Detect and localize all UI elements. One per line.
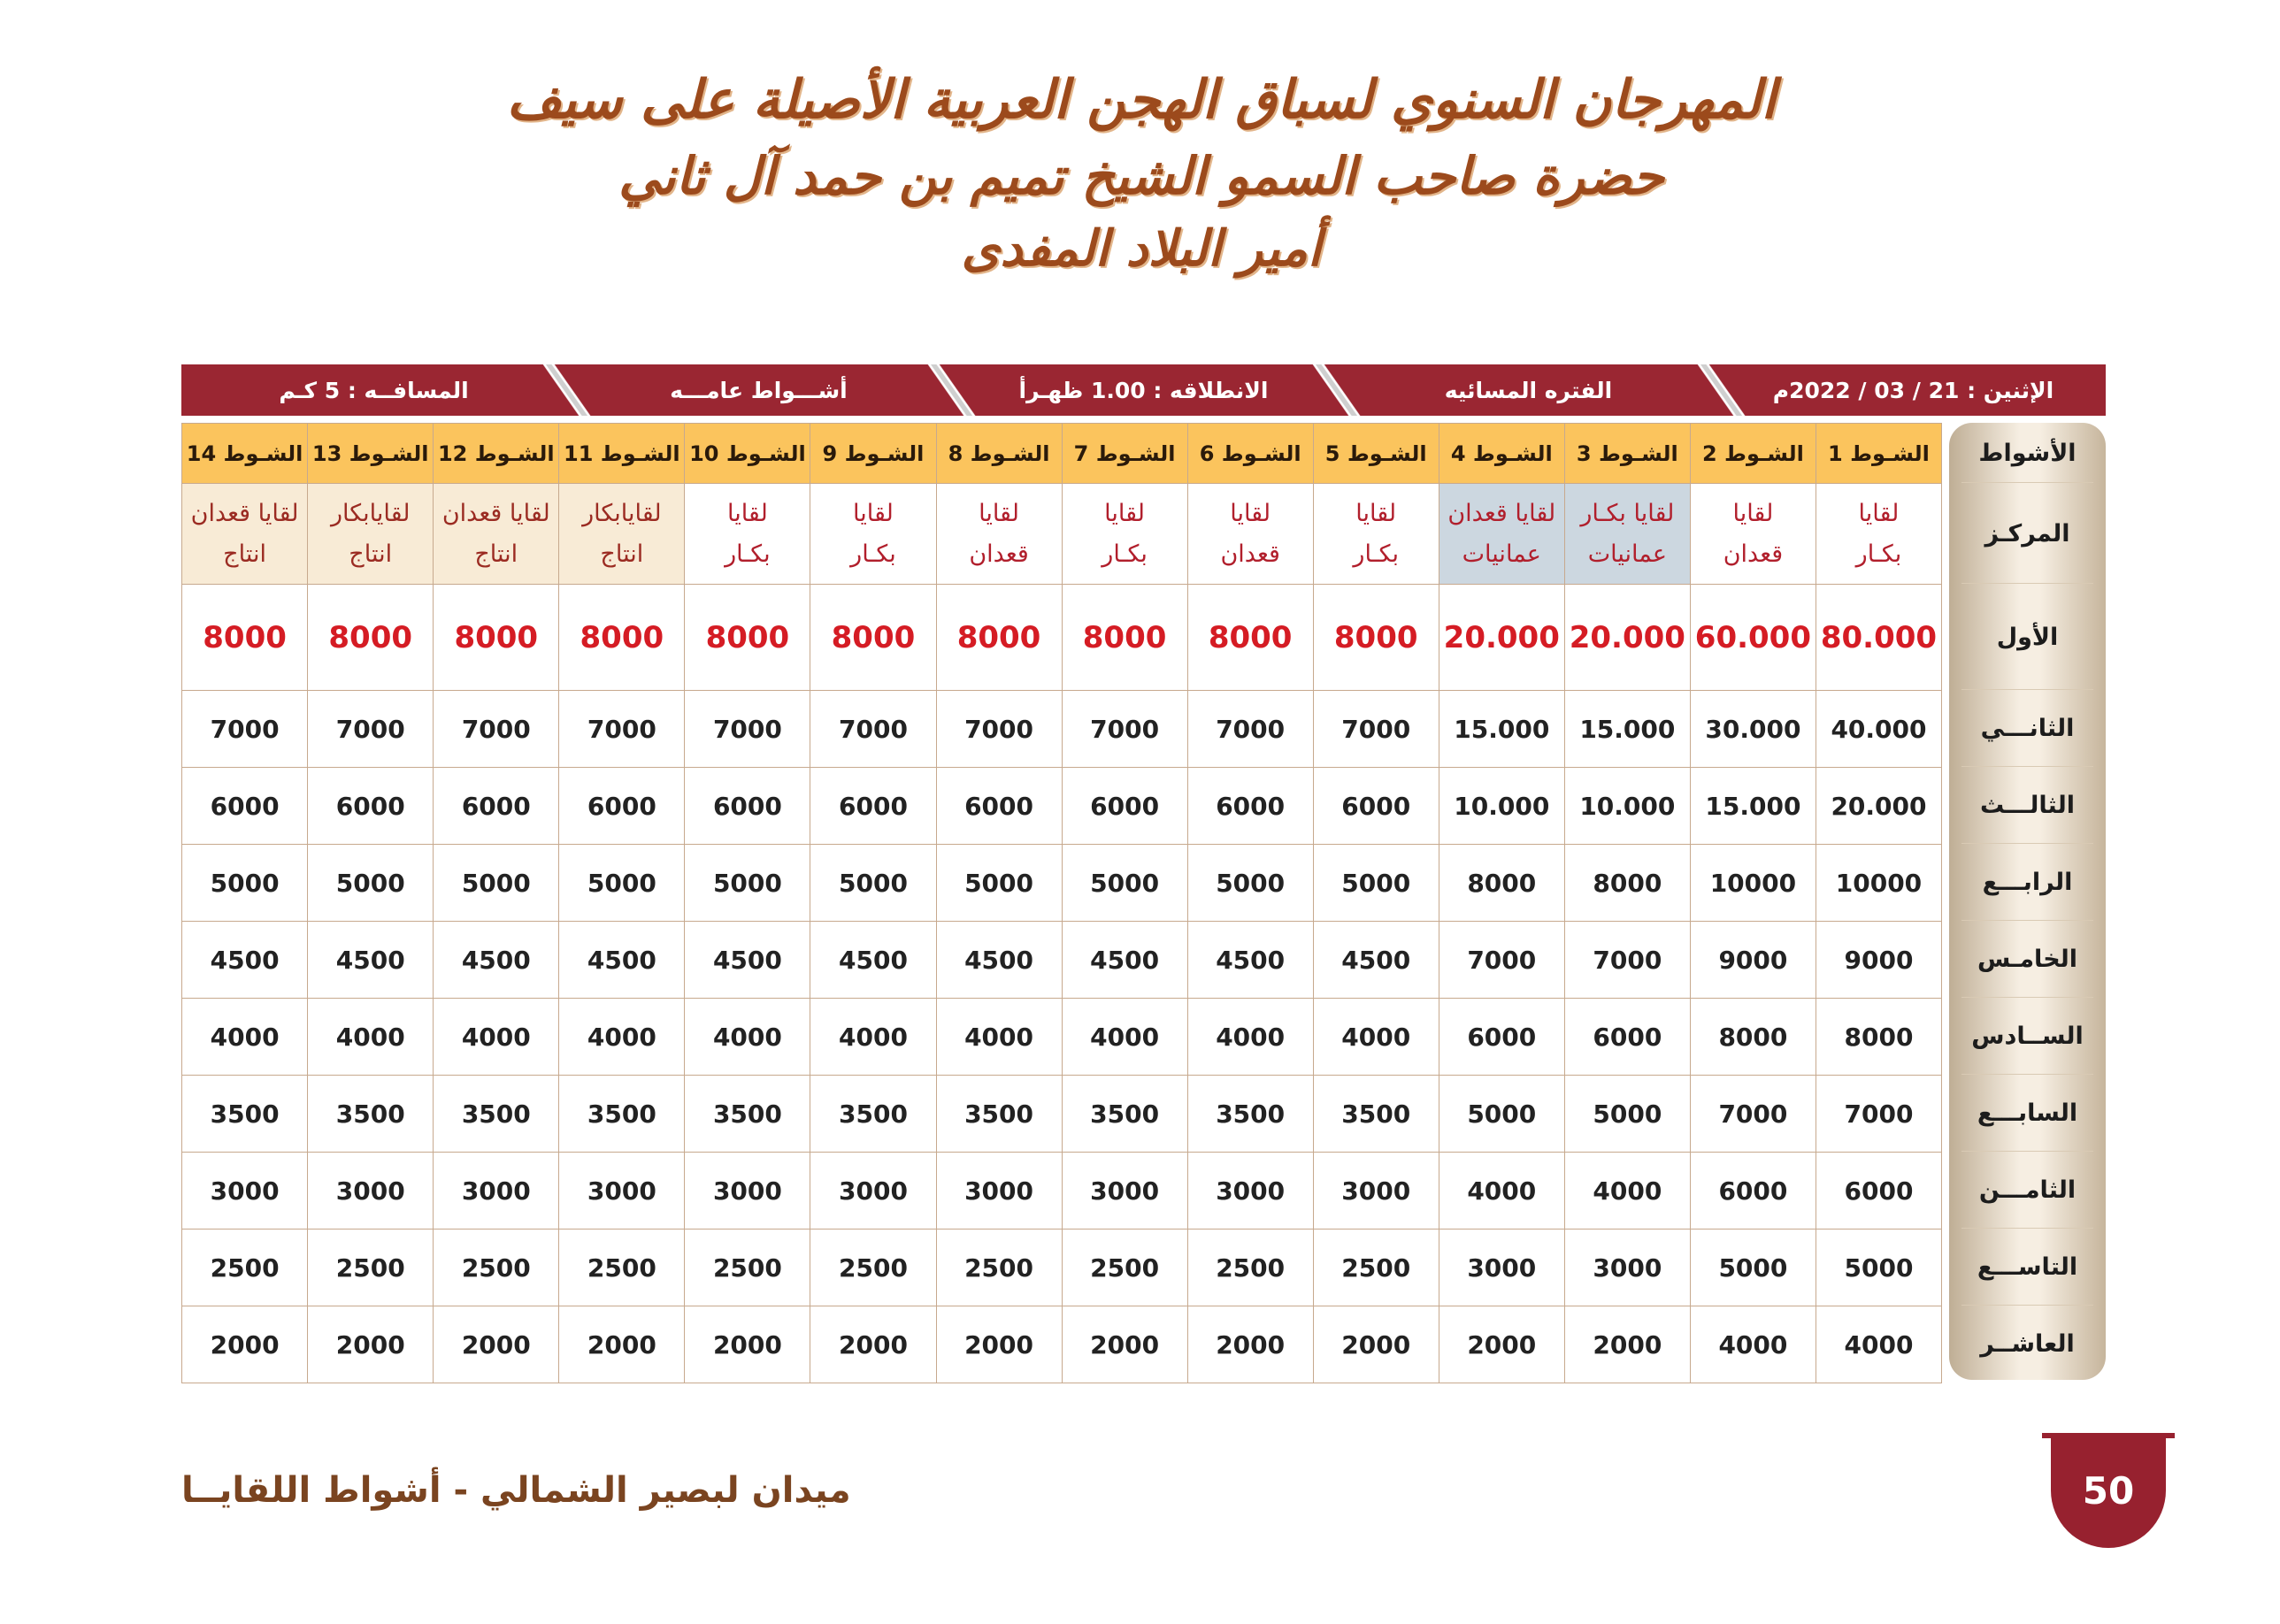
prize-cell: 2000 (559, 1306, 685, 1383)
category-line-1: لقايا (853, 499, 894, 527)
category-line-2: قعدان (969, 540, 1029, 568)
prize-cell: 8000 (1187, 585, 1313, 691)
prize-cell: 15.000 (1690, 768, 1816, 845)
prize-cell: 7000 (1313, 691, 1439, 768)
prize-cell: 6000 (810, 768, 936, 845)
prize-cell: 8000 (810, 585, 936, 691)
info-distance: المسافــه : 5 كـم (279, 377, 469, 403)
prize-cell: 15.000 (1439, 691, 1564, 768)
prize-cell: 3000 (1439, 1229, 1564, 1306)
row-header: الأشواط (1949, 423, 2106, 483)
prize-cell: 3500 (308, 1076, 434, 1153)
row-header: الســادس (1949, 998, 2106, 1075)
prize-cell: 8000 (308, 585, 434, 691)
category-cell (1062, 484, 1187, 585)
category-cell (1816, 484, 1941, 585)
prize-cell: 4500 (810, 922, 936, 999)
round-header: الشـوط 13 (308, 424, 434, 484)
round-header: الشـوط 3 (1564, 424, 1690, 484)
prize-cell: 7000 (1690, 1076, 1816, 1153)
title-line-2: حضرة صاحب السمو الشيخ تميم بن حمد آل ثاني (618, 146, 1664, 206)
prize-cell: 3000 (434, 1153, 559, 1229)
category-cell (1690, 484, 1816, 585)
category-cell (810, 484, 936, 585)
category-cell (182, 484, 308, 585)
prize-cell: 30.000 (1690, 691, 1816, 768)
category-cell (1313, 484, 1439, 585)
prize-row (182, 922, 1942, 999)
prize-cell: 3500 (1062, 1076, 1187, 1153)
round-header: الشـوط 6 (1187, 424, 1313, 484)
round-header: الشـوط 9 (810, 424, 936, 484)
category-line-1: لقايا بكـار (1580, 499, 1675, 527)
prize-cell: 15.000 (1564, 691, 1690, 768)
prize-cell: 3500 (559, 1076, 685, 1153)
prize-cell: 7000 (434, 691, 559, 768)
prize-cell: 5000 (810, 845, 936, 922)
prize-row (182, 1076, 1942, 1153)
prize-cell: 3000 (1313, 1153, 1439, 1229)
prize-cell: 3500 (685, 1076, 810, 1153)
prize-cell: 5000 (308, 845, 434, 922)
category-line-2: بكـار (1353, 540, 1400, 568)
prize-cell: 8000 (1690, 999, 1816, 1076)
category-line-1: لقايا قعدان (1447, 499, 1556, 527)
prize-cell: 5000 (182, 845, 308, 922)
prize-cell: 2000 (1564, 1306, 1690, 1383)
round-header: الشـوط 14 (182, 424, 308, 484)
prize-cell: 7000 (1062, 691, 1187, 768)
prize-row (182, 1153, 1942, 1229)
round-header: الشـوط 4 (1439, 424, 1564, 484)
prize-cell: 3500 (182, 1076, 308, 1153)
category-line-2: بكـار (1855, 540, 1902, 568)
prize-cell: 4000 (810, 999, 936, 1076)
category-line-1: لقايا (1104, 499, 1146, 527)
prize-cell: 5000 (1439, 1076, 1564, 1153)
footer-title: ميدان لبصير الشمالي - أشواط اللقايــا (181, 1470, 851, 1511)
prize-cell: 7000 (810, 691, 936, 768)
category-line-1: لقايابكار (330, 499, 411, 527)
prize-cell: 5000 (1062, 845, 1187, 922)
prize-cell: 8000 (559, 585, 685, 691)
prize-cell: 20.000 (1439, 585, 1564, 691)
info-period: الفتره المسائيه (1336, 364, 1721, 416)
row-header-panel (1949, 423, 2106, 1380)
prize-row (182, 768, 1942, 845)
prize-cell: 6000 (559, 768, 685, 845)
row-header: العاشــر (1980, 1330, 2075, 1358)
category-line-1: لقايا (1858, 499, 1900, 527)
prize-cell: 2500 (1187, 1229, 1313, 1306)
round-header: الشـوط 11 (559, 424, 685, 484)
prize-cell: 4500 (434, 922, 559, 999)
category-line-2: انتاج (223, 540, 266, 568)
category-line-2: عمانيات (1462, 540, 1541, 568)
prize-cell: 4000 (685, 999, 810, 1076)
prize-cell: 4000 (1062, 999, 1187, 1076)
row-header: الثانـــي (1949, 690, 2106, 767)
round-header: الشـوط 1 (1816, 424, 1941, 484)
row-header: الخامـس (1949, 921, 2106, 998)
prize-cell: 6000 (1690, 1153, 1816, 1229)
prize-cell: 2500 (1313, 1229, 1439, 1306)
prize-cell: 4000 (182, 999, 308, 1076)
prize-cell: 8000 (936, 585, 1062, 691)
prize-cell: 4000 (1439, 1153, 1564, 1229)
prize-cell: 2500 (1062, 1229, 1187, 1306)
title-line-3: أمير البلاد المفدى (961, 219, 1322, 279)
prize-cell: 4500 (559, 922, 685, 999)
prize-cell: 5000 (559, 845, 685, 922)
prize-cell: 4500 (1187, 922, 1313, 999)
prize-cell: 6000 (1564, 999, 1690, 1076)
prize-cell: 2000 (685, 1306, 810, 1383)
prize-cell: 3000 (685, 1153, 810, 1229)
prize-cell: 4000 (559, 999, 685, 1076)
prize-cell: 8000 (1062, 585, 1187, 691)
prize-cell: 7000 (1564, 922, 1690, 999)
prize-table (181, 423, 1942, 1383)
prize-cell: 20.000 (1564, 585, 1690, 691)
category-line-1: لقايا (1355, 499, 1397, 527)
prize-cell: 5000 (434, 845, 559, 922)
rounds-header-row (182, 424, 1942, 484)
prize-cell: 20.000 (1816, 768, 1941, 845)
prize-cell: 6000 (308, 768, 434, 845)
prize-cell: 80.000 (1816, 585, 1941, 691)
prize-cell: 2000 (810, 1306, 936, 1383)
prize-cell: 3000 (308, 1153, 434, 1229)
prize-cell: 4500 (308, 922, 434, 999)
prize-cell: 8000 (1313, 585, 1439, 691)
prize-cell: 6000 (434, 768, 559, 845)
category-cell (308, 484, 434, 585)
prize-cell: 3500 (434, 1076, 559, 1153)
prize-cell: 6000 (182, 768, 308, 845)
prize-cell: 4500 (685, 922, 810, 999)
prize-cell: 7000 (1439, 922, 1564, 999)
category-line-2: بكـار (725, 540, 771, 568)
prize-cell: 10000 (1816, 845, 1941, 922)
prize-cell: 7000 (308, 691, 434, 768)
prize-cell: 8000 (685, 585, 810, 691)
prize-cell: 40.000 (1816, 691, 1941, 768)
prize-cell: 2000 (936, 1306, 1062, 1383)
row-header: المركـز (1949, 483, 2106, 584)
prize-cell: 10000 (1690, 845, 1816, 922)
category-row (182, 484, 1942, 585)
row-header: الأول (1949, 584, 2106, 690)
prize-cell: 3000 (182, 1153, 308, 1229)
prize-cell: 7000 (559, 691, 685, 768)
prize-cell: 3000 (559, 1153, 685, 1229)
prize-row (182, 691, 1942, 768)
category-line-1: لقايا (726, 499, 768, 527)
prize-cell: 8000 (1439, 845, 1564, 922)
prize-cell: 7000 (182, 691, 308, 768)
prize-cell: 2500 (810, 1229, 936, 1306)
prize-cell: 4500 (936, 922, 1062, 999)
prize-cell: 2500 (308, 1229, 434, 1306)
prize-cell: 2500 (434, 1229, 559, 1306)
category-line-2: قعدان (1220, 540, 1280, 568)
prize-cell: 6000 (1439, 999, 1564, 1076)
prize-cell: 2500 (182, 1229, 308, 1306)
prize-cell: 2000 (308, 1306, 434, 1383)
prize-cell: 5000 (1564, 1076, 1690, 1153)
row-header: السابـــع (1949, 1075, 2106, 1152)
row-header: الثامـــن (1949, 1152, 2106, 1229)
prize-cell: 3000 (1062, 1153, 1187, 1229)
prize-cell: 3000 (810, 1153, 936, 1229)
category-line-1: لقايا قعدان (441, 499, 550, 527)
prize-cell: 2500 (559, 1229, 685, 1306)
prize-cell: 9000 (1690, 922, 1816, 999)
category-cell (685, 484, 810, 585)
prize-cell: 8000 (434, 585, 559, 691)
prize-cell: 2000 (1187, 1306, 1313, 1383)
page-number-badge: 50 (2051, 1433, 2166, 1548)
prize-cell: 4000 (1564, 1153, 1690, 1229)
prize-cell: 6000 (685, 768, 810, 845)
prize-cell: 3000 (1187, 1153, 1313, 1229)
prize-cell: 5000 (1816, 1229, 1941, 1306)
category-line-2: عمانيات (1587, 540, 1667, 568)
category-cell (434, 484, 559, 585)
prize-cell: 8000 (1816, 999, 1941, 1076)
prize-cell: 8000 (1564, 845, 1690, 922)
prize-cell: 3500 (1313, 1076, 1439, 1153)
prize-cell: 10.000 (1439, 768, 1564, 845)
prize-cell: 4000 (1313, 999, 1439, 1076)
round-header: الشـوط 12 (434, 424, 559, 484)
prize-row (182, 585, 1942, 691)
prize-cell: 4500 (1313, 922, 1439, 999)
category-cell (936, 484, 1062, 585)
round-header: الشـوط 2 (1690, 424, 1816, 484)
prize-cell: 4000 (308, 999, 434, 1076)
category-line-2: بكـار (850, 540, 896, 568)
prize-cell: 9000 (1816, 922, 1941, 999)
prize-cell: 4000 (1816, 1306, 1941, 1383)
prize-cell: 4500 (1062, 922, 1187, 999)
category-line-1: لقايابكار (582, 499, 662, 527)
row-header: الثالـــث (1949, 767, 2106, 844)
category-cell (1439, 484, 1564, 585)
prize-row (182, 845, 1942, 922)
row-header: التاســـع (1949, 1229, 2106, 1306)
prize-cell: 5000 (685, 845, 810, 922)
prize-cell: 3000 (936, 1153, 1062, 1229)
prize-cell: 2500 (685, 1229, 810, 1306)
round-header: الشـوط 8 (936, 424, 1062, 484)
info-date: الإثنين : 21 / 03 / 2022م (1721, 364, 2106, 416)
prize-cell: 3500 (1187, 1076, 1313, 1153)
title-line-1: المهرجان السنوي لسباق الهجن العربية الأصيلة على سيف (506, 69, 1777, 131)
prize-cell: 2000 (1062, 1306, 1187, 1383)
prize-cell: 3000 (1564, 1229, 1690, 1306)
prize-cell: 4000 (936, 999, 1062, 1076)
info-start-time: الانطلاقه : 1.00 ظهـرأ (951, 364, 1336, 416)
category-line-2: قعدان (1723, 540, 1784, 568)
prize-cell: 6000 (936, 768, 1062, 845)
prize-cell: 7000 (936, 691, 1062, 768)
prize-cell: 2000 (182, 1306, 308, 1383)
prize-cell: 6000 (1187, 768, 1313, 845)
prize-cell: 2000 (1439, 1306, 1564, 1383)
category-cell (1564, 484, 1690, 585)
round-header: الشـوط 7 (1062, 424, 1187, 484)
prize-cell: 3500 (810, 1076, 936, 1153)
prize-cell: 6000 (1313, 768, 1439, 845)
category-line-1: لقايا (1230, 499, 1271, 527)
prize-cell: 4000 (1187, 999, 1313, 1076)
row-header: الرابـــع (1949, 844, 2106, 921)
prize-cell: 4500 (182, 922, 308, 999)
prize-row (182, 1306, 1942, 1383)
category-line-1: لقايا (979, 499, 1019, 527)
prize-cell: 6000 (1062, 768, 1187, 845)
prize-cell: 5000 (1187, 845, 1313, 922)
prize-cell: 8000 (182, 585, 308, 691)
prize-cell: 2500 (936, 1229, 1062, 1306)
prize-cell: 5000 (936, 845, 1062, 922)
prize-row (182, 999, 1942, 1076)
prize-cell: 10.000 (1564, 768, 1690, 845)
round-header: الشـوط 10 (685, 424, 810, 484)
prize-cell: 5000 (1690, 1229, 1816, 1306)
info-race-type: أشـــواط عامـــه (566, 364, 951, 416)
category-cell (559, 484, 685, 585)
category-line-1: لقايا (1732, 499, 1774, 527)
prize-cell: 7000 (685, 691, 810, 768)
category-cell (1187, 484, 1313, 585)
category-line-1: لقايا قعدان (190, 499, 299, 527)
prize-row (182, 1229, 1942, 1306)
prize-cell: 2000 (434, 1306, 559, 1383)
prize-cell: 60.000 (1690, 585, 1816, 691)
info-bar (181, 364, 2106, 416)
prize-cell: 5000 (1313, 845, 1439, 922)
prize-cell: 7000 (1816, 1076, 1941, 1153)
prize-cell: 2000 (1313, 1306, 1439, 1383)
prize-cell: 7000 (1187, 691, 1313, 768)
prize-cell: 4000 (1690, 1306, 1816, 1383)
page-title (495, 62, 1787, 285)
prize-cell: 6000 (1816, 1153, 1941, 1229)
round-header: الشـوط 5 (1313, 424, 1439, 484)
category-line-2: انتاج (474, 540, 518, 568)
prize-cell: 4000 (434, 999, 559, 1076)
category-line-2: بكـار (1102, 540, 1148, 568)
prize-cell: 3500 (936, 1076, 1062, 1153)
category-line-2: انتاج (349, 540, 393, 568)
category-line-2: انتاج (600, 540, 644, 568)
